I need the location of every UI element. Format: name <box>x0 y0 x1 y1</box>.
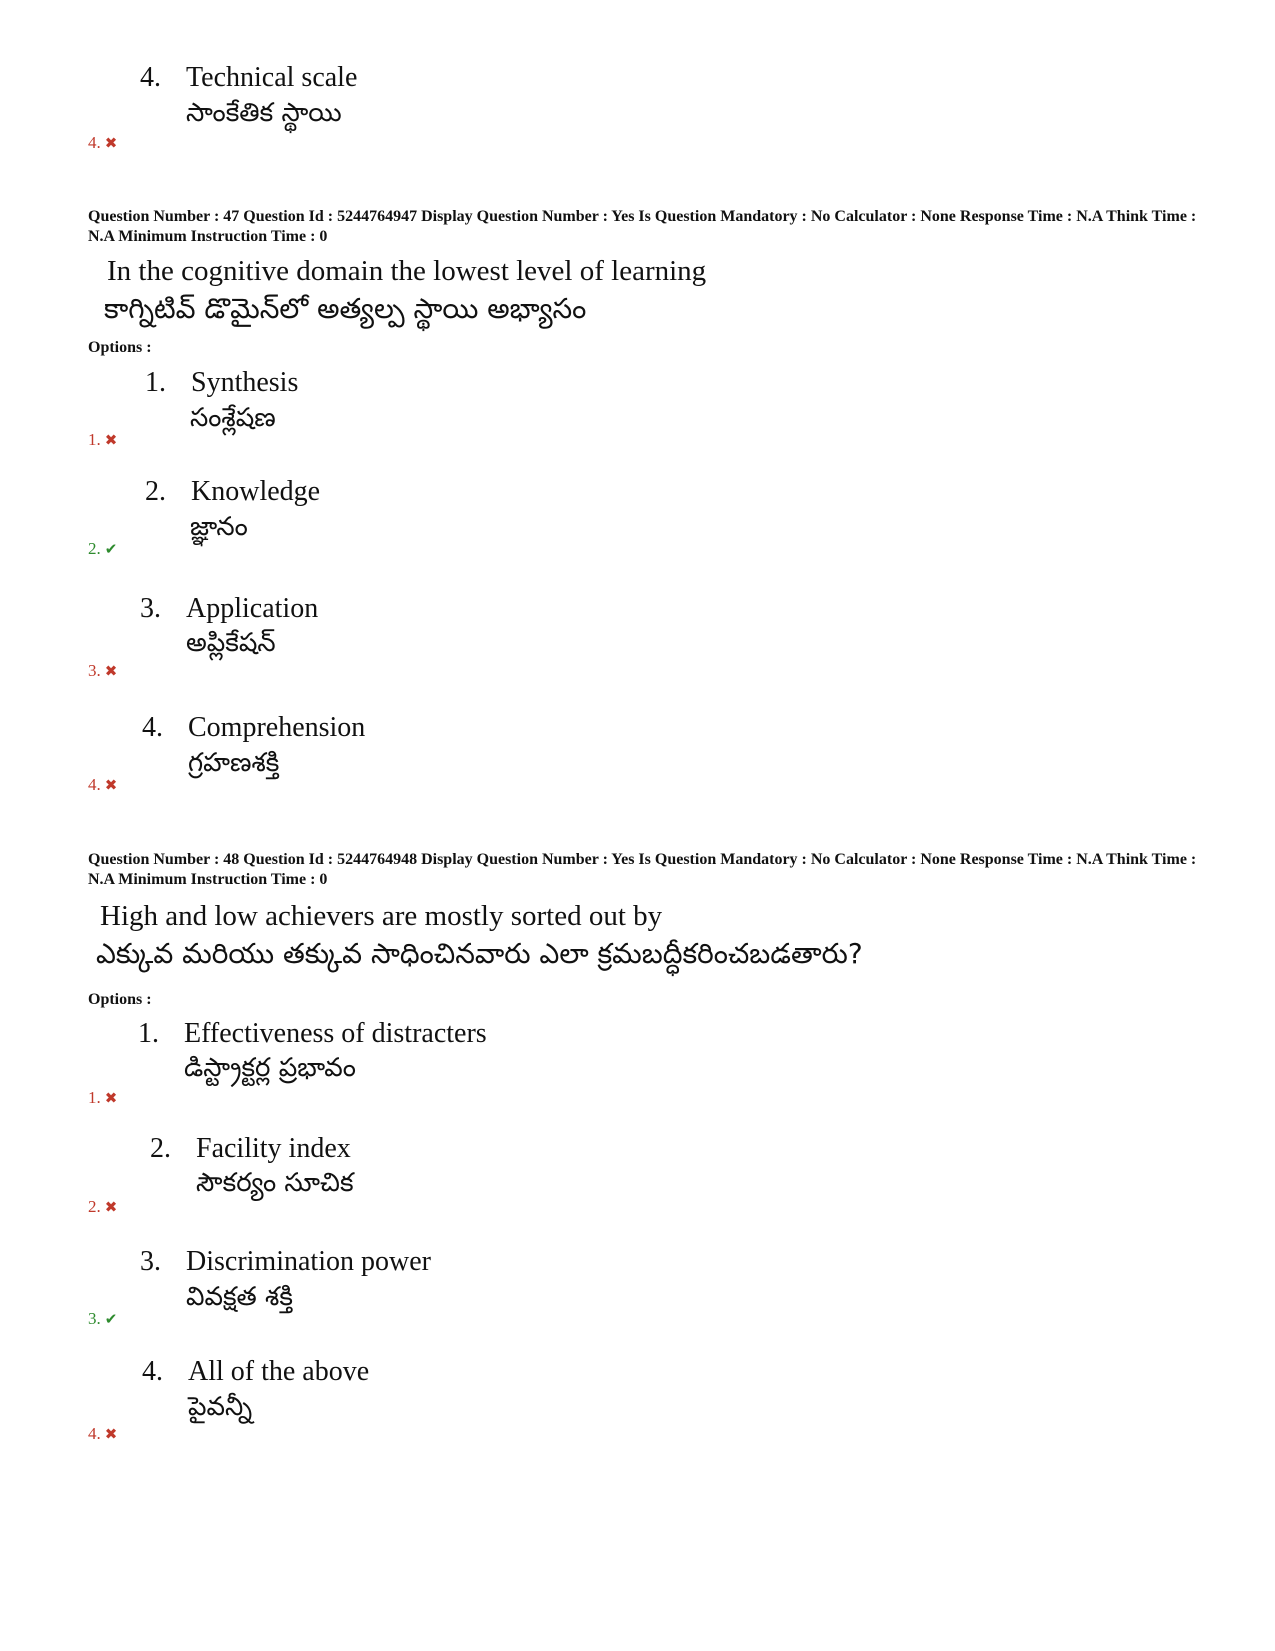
option-text-te: పైవన్నీ <box>188 1392 253 1422</box>
check-icon: ✔ <box>104 1310 118 1328</box>
option-row <box>145 367 298 399</box>
question-text-en: In the cognitive domain the lowest level of learning <box>107 255 707 287</box>
option-text-te: వివక్షత శక్తి <box>186 1282 293 1312</box>
wrong-icon: ✖ <box>104 1425 118 1443</box>
option-text-te: డిస్ట్రాక్టర్ల ప్రభావం <box>184 1053 356 1083</box>
option-text-te: జ్ఞానం <box>190 512 248 542</box>
option-text-en: Technical scale <box>186 62 358 93</box>
option-number: 2. <box>145 476 166 507</box>
option-text-te: అప్లికేషన్ <box>186 628 276 658</box>
marker-number: 2. <box>88 539 101 558</box>
wrong-icon: ✖ <box>104 1198 118 1216</box>
question-meta: Question Number : 47 Question Id : 5244764947 Display Question Number : Yes Is Question Mandatory : No Calculator : None Response Time : N.A Think Time : N.A Minimum Instruction Time : 0 <box>88 208 1197 245</box>
option-marker <box>88 133 117 153</box>
option-text-en: Effectiveness of distracters <box>184 1018 487 1049</box>
option-number: 2. <box>150 1133 171 1164</box>
option-text-te: సాంకేతిక స్థాయి <box>186 98 342 128</box>
option-marker <box>88 1424 117 1444</box>
option-text-te: గ్రహణశక్తి <box>188 748 280 778</box>
option-marker <box>88 539 117 559</box>
question-text-te: కాగ్నిటివ్ డొమైన్‌లో అత్యల్ప స్థాయి అభ్యాసం <box>104 292 587 325</box>
option-marker <box>88 430 117 450</box>
option-number: 4. <box>142 1356 163 1387</box>
marker-number: 4. <box>88 1424 101 1443</box>
marker-number: 1. <box>88 430 101 449</box>
option-text-te: సౌకర్యం సూచిక <box>196 1168 354 1198</box>
option-number: 1. <box>138 1018 159 1049</box>
wrong-icon: ✖ <box>104 776 118 794</box>
option-number: 1. <box>145 367 166 398</box>
option-marker <box>88 1197 117 1217</box>
marker-number: 3. <box>88 661 101 680</box>
option-marker <box>88 661 117 681</box>
option-row <box>142 1356 369 1388</box>
option-row <box>140 1246 431 1278</box>
option-text-en: Facility index <box>196 1133 351 1164</box>
option-row <box>150 1133 351 1165</box>
option-number: 3. <box>140 1246 161 1277</box>
options-label: Options : <box>88 339 152 356</box>
marker-number: 3. <box>88 1309 101 1328</box>
option-marker <box>88 1088 117 1108</box>
option-text-en: Knowledge <box>191 476 321 507</box>
wrong-icon: ✖ <box>104 431 118 449</box>
check-icon: ✔ <box>104 540 118 558</box>
option-text-en: Synthesis <box>191 367 299 398</box>
option-row <box>142 712 365 744</box>
option-number: 4. <box>142 712 163 743</box>
marker-number: 4. <box>88 133 101 152</box>
marker-number: 4. <box>88 775 101 794</box>
option-marker <box>88 775 117 795</box>
option-row <box>138 1018 487 1050</box>
wrong-icon: ✖ <box>104 1089 118 1107</box>
marker-number: 1. <box>88 1088 101 1107</box>
option-number: 3. <box>140 593 161 624</box>
option-row <box>145 476 320 508</box>
option-text-te: సంశ్లేషణ <box>190 403 276 433</box>
question-text-en: High and low achievers are mostly sorted out by <box>100 900 663 932</box>
option-marker <box>88 1309 117 1329</box>
option-text-en: All of the above <box>188 1356 370 1387</box>
option-row <box>140 62 357 94</box>
question-meta: Question Number : 48 Question Id : 5244764948 Display Question Number : Yes Is Question Mandatory : No Calculator : None Response Time : N.A Think Time : N.A Minimum Instruction Time : 0 <box>88 851 1197 888</box>
question-text-te: ఎక్కువ మరియు తక్కువ సాధించినవారు ఎలా క్రమబద్ధీకరించబడతారు? <box>96 937 863 970</box>
option-text-en: Application <box>186 593 319 624</box>
marker-number: 2. <box>88 1197 101 1216</box>
options-label: Options : <box>88 991 152 1008</box>
wrong-icon: ✖ <box>104 662 118 680</box>
option-row <box>140 593 318 625</box>
wrong-icon: ✖ <box>104 134 118 152</box>
option-text-en: Comprehension <box>188 712 366 743</box>
option-number: 4. <box>140 62 161 93</box>
option-text-en: Discrimination power <box>186 1246 431 1277</box>
